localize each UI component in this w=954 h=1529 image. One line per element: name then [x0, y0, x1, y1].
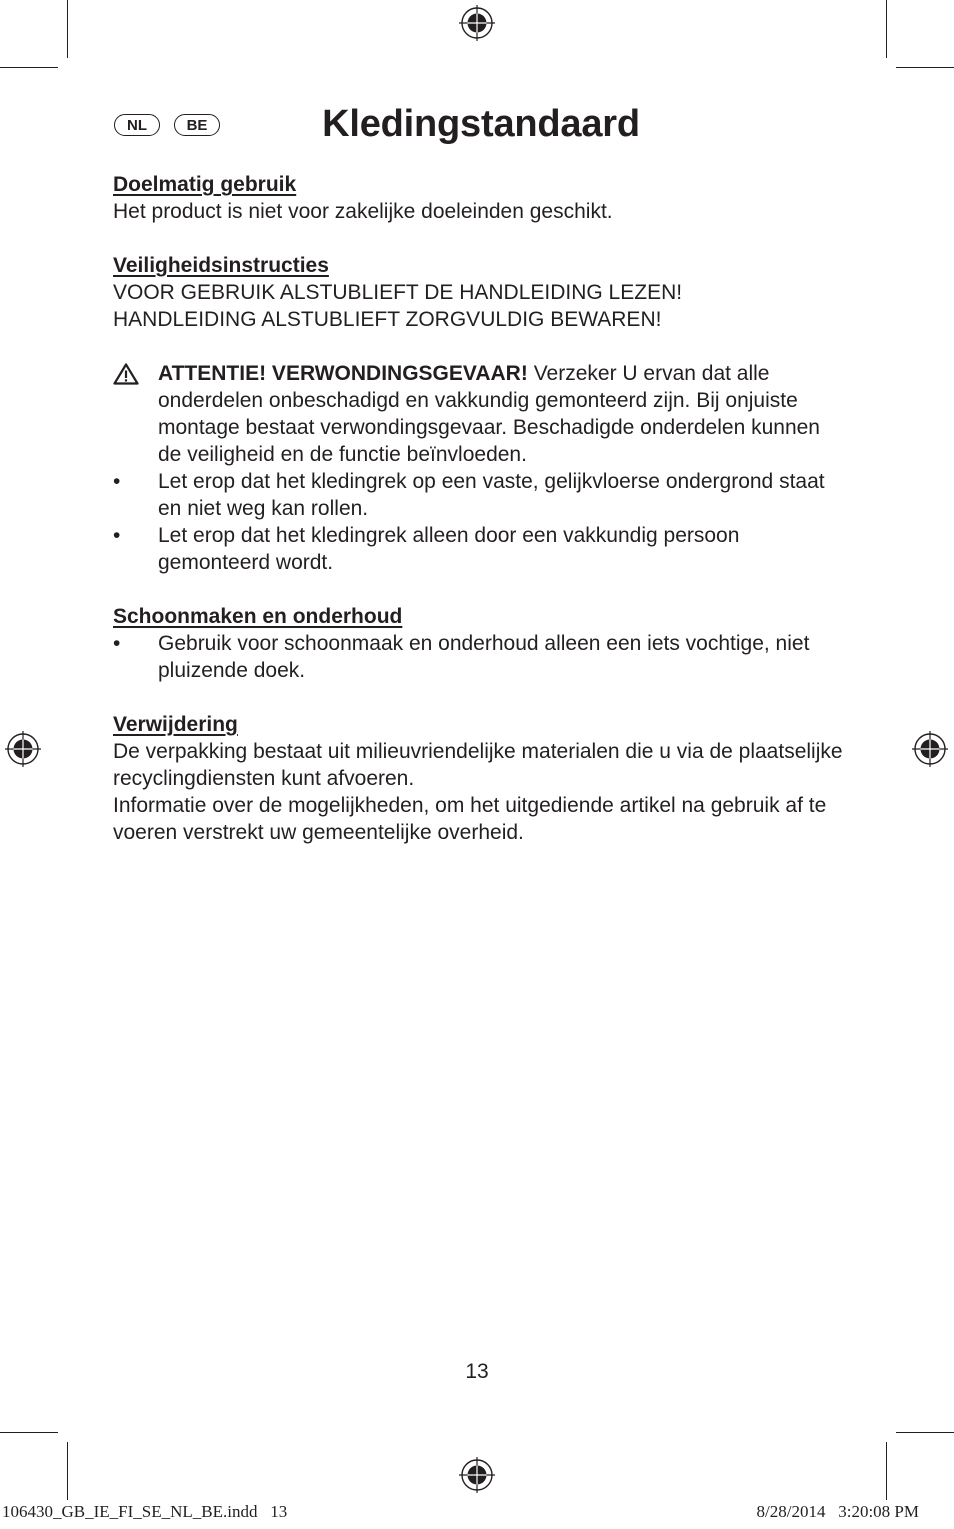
- warning-bold-text: ATTENTIE! VERWONDINGSGEVAAR!: [158, 362, 528, 385]
- page-title: Kledingstandaard: [322, 103, 640, 145]
- safety-bullet-2: Let erop dat het kledingrek alleen door een vakkundig persoon gemonteerd wordt.: [158, 524, 740, 574]
- registration-mark-icon: [459, 1457, 495, 1493]
- crop-mark: [886, 0, 887, 58]
- cleaning-bullet-1: Gebruik voor schoonmaak en onderhoud alleen een iets vochtige, niet pluizende doek.: [158, 632, 810, 682]
- footer-timestamp: 8/28/2014 3:20:08 PM: [756, 1502, 919, 1521]
- list-item: [113, 630, 843, 684]
- warning-triangle-icon: [113, 363, 139, 385]
- safety-line-1: VOOR GEBRUIK ALSTUBLIEFT DE HANDLEIDING LEZEN!: [113, 281, 683, 304]
- bullet: •: [113, 524, 121, 547]
- bullet: •: [113, 470, 121, 493]
- warning-item: [113, 360, 843, 468]
- safety-bullet-1: Let erop dat het kledingrek op een vaste, gelijkvloerse ondergrond staat en niet weg kan rollen.: [158, 470, 825, 520]
- crop-mark: [896, 1432, 954, 1433]
- section-heading-disposal: Verwijdering: [113, 713, 238, 736]
- usage-text: Het product is niet voor zakelijke doeleinden geschikt.: [113, 200, 613, 223]
- crop-mark: [67, 1442, 68, 1500]
- list-item: [113, 468, 843, 522]
- document-body: [113, 171, 843, 846]
- crop-mark: [0, 1432, 58, 1433]
- crop-mark: [0, 67, 58, 68]
- footer-file-info: 106430_GB_IE_FI_SE_NL_BE.indd 13: [2, 1502, 288, 1521]
- list-item: [113, 522, 843, 576]
- disposal-text-1: De verpakking bestaat uit milieuvriendelijke materialen die u via de plaatselijke recyclingdiensten kunt afvoeren.: [113, 740, 843, 790]
- disposal-text-2: Informatie over de mogelijkheden, om het uitgediende artikel na gebruik af te voeren verstrekt uw gemeentelijke overheid.: [113, 794, 827, 844]
- section-heading-cleaning: Schoonmaken en onderhoud: [113, 605, 403, 628]
- page-number: 13: [465, 1360, 489, 1383]
- crop-mark: [67, 0, 68, 58]
- section-heading-usage: Doelmatig gebruik: [113, 173, 297, 196]
- crop-mark: [886, 1442, 887, 1500]
- language-badge-be: BE: [174, 114, 220, 136]
- section-heading-safety: Veiligheidsinstructies: [113, 254, 329, 277]
- warning-text: Verzeker U ervan dat alle onderdelen onbeschadigd en vakkundig gemonteerd zijn. Bij onjuiste montage bestaat verwondingsgevaar. Beschadigde onderdelen kunnen de veiligheid en de functie beïnvloeden.: [158, 362, 820, 466]
- crop-mark: [896, 67, 954, 68]
- safety-line-2: HANDLEIDING ALSTUBLIEFT ZORGVULDIG BEWAREN!: [113, 308, 662, 331]
- language-badge-nl: NL: [114, 114, 160, 136]
- registration-mark-icon: [912, 731, 948, 767]
- bullet: •: [113, 632, 121, 655]
- registration-mark-icon: [459, 5, 495, 41]
- registration-mark-icon: [5, 731, 41, 767]
